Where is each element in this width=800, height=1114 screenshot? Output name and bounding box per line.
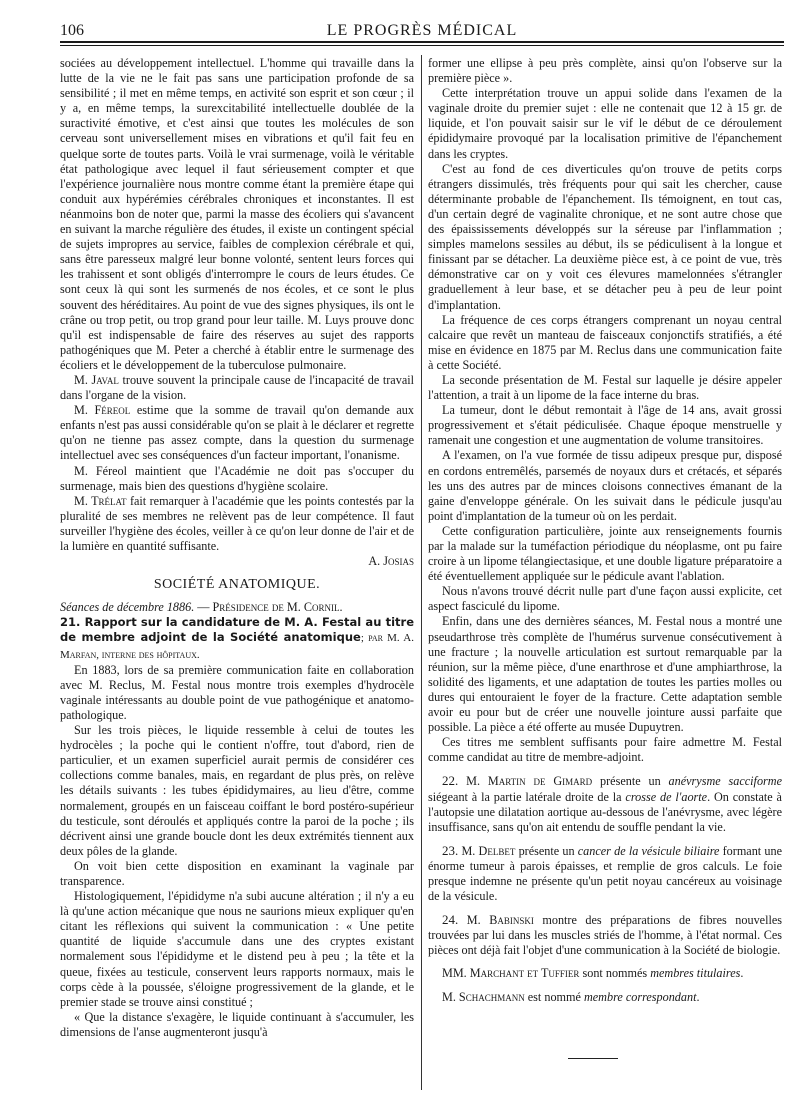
- appointment-titulaires: MM. Marchant et Tuffier sont nommés membres titulaires.: [442, 966, 744, 981]
- paragraph: former une ellipse à peu près complète, ainsi qu'on l'observe sur la première pièce ».: [428, 56, 782, 86]
- paragraph: Enfin, dans une des dernières séances, M. Festal nous a montré une pseudarthrose très complète de l'humérus survenue consécutivement à une fracture ; la nouvelle articulation est surtout remarquable par la réunion, sur la même pièce, d'une enarthrose et d'une amphiarthrose, la solidité des ligaments, et une adaptation de toutes les parties molles ou dures qui entouraient le foyer de la fracture. Cette adaptation semble avoir eu pour but de créer une nouvelle jointure aussi parfaite que possible. La pièce a été offerte au musée Dupuytren.: [428, 614, 782, 735]
- paragraph: On voit bien cette disposition en examinant la vaginale par transparence.: [60, 858, 414, 888]
- page-number: 106: [60, 22, 84, 39]
- page-header: [60, 22, 784, 40]
- paragraph: Ces titres me semblent suffisants pour faire admettre M. Festal comme candidat au titre de membre-adjoint.: [428, 735, 782, 765]
- paragraph: La tumeur, dont le début remontait à l'âge de 14 ans, avait grossi progressivement et s'était pédiculisée. Chaque époque menstruelle y ramenait une congestion et une augmentation de volume transitoires.: [428, 403, 782, 448]
- session-line: Séances de décembre 1886. — Présidence de M. Cornil.: [60, 600, 343, 615]
- paragraph: Sur les trois pièces, le liquide ressemble à celui de toutes les hydrocèles ; la poche qui le contient n'offre, tout d'abord, rien de particulier, et un examen superficiel aurait permis de considérer ces collections comme banales, mais, en regardant de plus près, on relève les détails suivants : les tubes épididymaires, au lieu d'être, comme normalement, groupés en un faisceau coiffant le bord postéro-supérieur du testicule, sont déroulés et appliqués contre la paroi de la poche ; ils décrivent ainsi une grande boucle dont les deux extrémités tiennent aux deux pôles de la glande.: [60, 723, 414, 858]
- section-title: SOCIÉTÉ ANATOMIQUE.: [153, 577, 321, 593]
- paragraph: Histologiquement, l'épididyme n'a subi aucune altération ; il n'y a eu là qu'une action mécanique que nous ne saurions mieux expliquer qu'en citant les réflexions qui suivent la communication : « Une petite quantité de liquide s'accumule dans une des cryptes existant normalement sous l'épididyme et le distend peu à peu ; la tête et la queue, fixées au testicule, conservent leurs rapports normaux, mais le corps cède à la poussée, s'éloigne progressivement de la glande, et le premier stade se trouve ainsi constitué ;: [60, 889, 414, 1009]
- header-rule-thin: [60, 45, 784, 46]
- paragraph: Cette configuration particulière, jointe aux renseignements fournis par la malade sur la tuméfaction périodique du néoplasme, ont pu faire croire à un lipome télangiectasique, et une double ligature préparatoire a été éventuellement appliquée sur le pédicule avant l'ablation.: [428, 523, 782, 584]
- paragraph: C'est au fond de ces diverticules qu'on trouve de petits corps étrangers dissimulés, très fréquents pour qui sait les chercher, cause déterminante probable de l'épanchement. Ils témoignent, en tout cas, d'un certain degré de vaginalite chronique, et ne sont autre chose que des épaississements développés sur la séreuse par l'inflammation ; simples mamelons sessiles au début, ils se pédiculisent à la longue et finissant par se détacher. La deuxième pièce est, à ce point de vue, très démonstrative car on y voit ces élevures mamelonnées s'étrangler graduellement à leur base, et se détacher peu à peu de leur point d'implantation.: [428, 161, 782, 312]
- appointment-correspondant: M. Schachmann est nommé membre correspondant.: [442, 989, 700, 1004]
- paragraph: M. Trélat fait remarquer à l'académie que les points contestés par la pluralité de ses membres ne relèvent pas de leur compétence. Il faut surveiller l'hygiène des écoles, veiller à ce qu'on leur donne de l'air et de la lumière en quantité suffisante.: [60, 493, 414, 553]
- item-23: 23. M. Delbet présente un cancer de la vésicule biliaire formant une énorme tumeur à parois épaisses, et remplie de gros calculs. Le foie presque indemne ne présente qu'un petit noyau cancéreux au voisinage de la vésicule.: [428, 842, 782, 904]
- paragraph: M. Féreol maintient que l'Académie ne doit pas s'occuper du surmenage, mais bien des questions d'hygiène scolaire.: [60, 463, 414, 493]
- journal-title: LE PROGRÈS MÉDICAL: [326, 22, 518, 39]
- column-divider: [421, 55, 422, 1090]
- paragraph: M. Javal trouve souvent la principale cause de l'incapacité de travail dans l'organe de la vision.: [60, 372, 414, 403]
- item-24: 24. M. Babinski montre des préparations de fibres nouvelles trouvées par lui dans les muscles striés de l'homme, à l'état normal. Ces pièces ont déjà fait l'objet d'une communication à la Société de biologie.: [428, 912, 783, 958]
- paragraph: sociées au développement intellectuel. L'homme qui travaille dans la lutte de la vie ne le fait pas sans une participation profonde de sa sensibilité ; il met en même temps, en activité son esprit et son cœur ; il y a, en même temps, la surexcitabilité intellectuelle doublée de la suractivité émotive, et c'est ainsi que toutes les molécules de son cerveau sont universellement mises en vibrations et qu'il fait feu en quelque sorte de toutes parts. Voilà le vrai surmenage, voilà le véritable état pathologique avec lequel il faut sérieusement compter et que l'expérience journalière nous montre comme étant la première étape qui conduit aux hypérémies cérébrales chroniques et inconstantes. Il est néanmoins bon de noter que, parmi la masse des écoliers qui s'avancent en suivant la marche régulière des études, il existe un contingent spécial de sujets impropres au service, faibles de complexion cérébrale et qui, sans être paresseux malgré leur bonne volonté, sentent leurs forces qui les trahissent et sont obligés d'interrompre le cours de leurs études. Ce sont ceux là qui sont les surmenés de nos écoles, et ce sont le plus souvent des héréditaires. Au point de vue des signes physiques, ils ont le crâne ou trop petit, ou trop grand pour leur taille. M. Luys prouve donc qu'il est indispensable de faire des réserves au sujet des rapports pathogéniques que M. Peter a cherché à établir entre le surmenage des écoliers et le développement de la tuberculose pulmonaire.: [60, 56, 414, 372]
- paragraph: Nous n'avons trouvé décrit nulle part d'une façon aussi explicite, cet aspect fasciculé du lipome.: [428, 584, 782, 614]
- paragraph: Cette interprétation trouve un appui solide dans l'examen de la vaginale droite du premier sujet : elle ne contenait que 12 à 15 gr. de liquide, et l'on pouvait saisir sur le vif le début de ce déroulement épididymaire provoqué par la localisation primitive de l'épanchement dans les cryptes.: [428, 86, 782, 161]
- right-column: [428, 56, 782, 1005]
- author-signature: A. Josias: [368, 554, 414, 569]
- paragraph: La seconde présentation de M. Festal sur laquelle je désire appeler l'attention, a trait à un lipome de la face interne du bras.: [428, 372, 782, 403]
- item-22: 22. M. Martin de Gimard présente un anévrysme sacciforme siégeant à la partie latérale droite de la crosse de l'aorte. On constate à l'autopsie une dilatation aortique au-dessous de l'anévrysme, avec légère insuffisance, sans qu'on ait entendu de souffle pendant la vie.: [428, 773, 782, 834]
- paragraph: A l'examen, on l'a vue formée de tissu adipeux presque pur, disposé en cordons entremêlés, parsemés de noyaux durs et crétacés, et séparés les uns des autres par de minces cloisons connectives émanant de la gaine d'enveloppe générale. On les suivait dans le pédicule jusqu'au point d'implantation de la tumeur où on les perdait.: [428, 448, 782, 523]
- item-heading: 21. Rapport sur la candidature de M. A. Festal au titre de membre adjoint de la Société anatomique; par M. A. Marfan, interne des hôpitaux.: [60, 615, 414, 661]
- end-rule: [568, 1058, 618, 1059]
- paragraph: « Que la distance s'exagère, le liquide continuant à s'accumuler, les dimensions de l'anse augmenteront jusqu'à: [60, 1009, 414, 1039]
- paragraph: En 1883, lors de sa première communication faite en collaboration avec M. Reclus, M. Festal nous montre trois exemples d'hydrocèle vaginale intéressants au double point de vue pathogénique et anatomo-pathologique.: [60, 662, 414, 722]
- paragraph: M. Féreol estime que la somme de travail qu'on demande aux enfants n'est pas aussi considérable qu'on se plait à le déclarer et regrette qu'on ne tienne pas assez compte, dans la question du surmenage intellectuel avec ses conséquences d'un facteur important, l'onanisme.: [60, 403, 414, 463]
- header-rule-thick: [60, 41, 784, 43]
- paragraph: La fréquence de ces corps étrangers comprenant un noyau central calcaire que revêt un manteau de faisceaux conjonctifs stratifiés, a été mise en évidence en 1875 par M. Reclus dans une communication faite à cette Société.: [428, 312, 782, 372]
- left-column: [60, 56, 414, 1040]
